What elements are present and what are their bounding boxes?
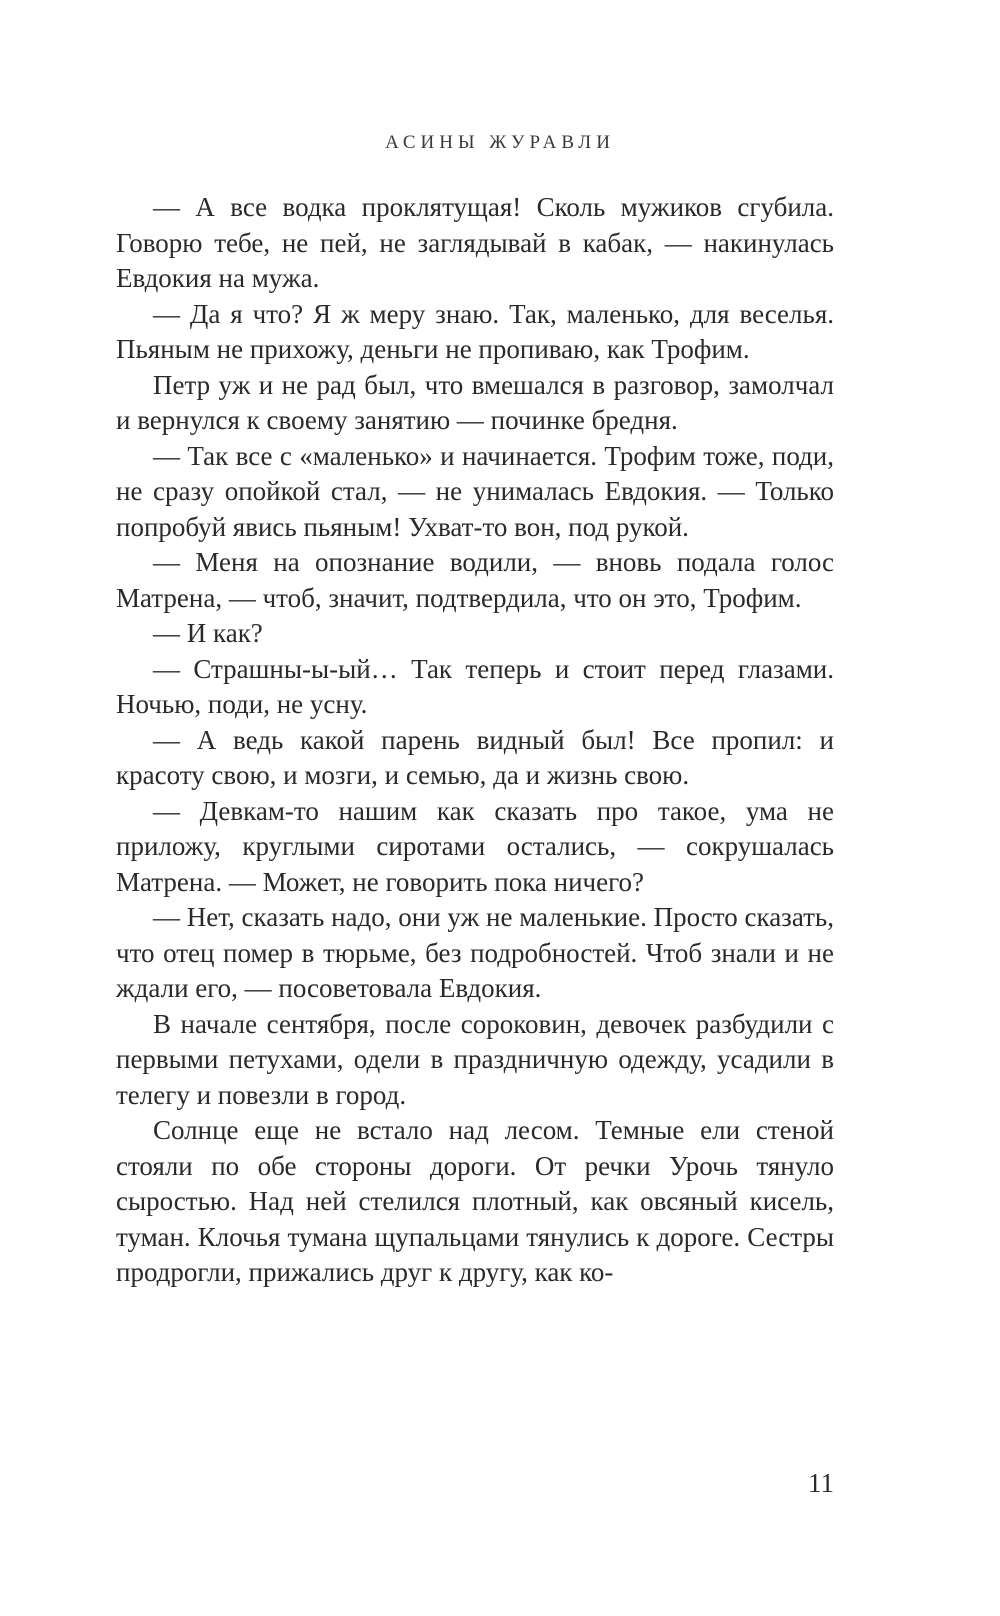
paragraph: — А ведь какой парень видный был! Все пропил: и красоту свою, и мозги, и семью, да и жизнь свою.: [116, 724, 834, 790]
paragraph: В начале сентября, после сороковин, девочек разбудили с первыми петухами, одели в праздничную одежду, усадили в телегу и повезли в город.: [116, 1008, 834, 1110]
body-text: [116, 190, 834, 1291]
paragraph: — Так все с «маленько» и начинается. Трофим тоже, поди, не сразу опойкой стал, — не унималась Евдокия. — Только попробуй явись пьяным! Ухват-то вон, под рукой.: [116, 440, 834, 542]
paragraph: — Страшны-ы-ый… Так теперь и стоит перед глазами. Ночью, поди, не усну.: [116, 653, 834, 719]
paragraph: — Девкам-то нашим как сказать про такое, ума не приложу, круглыми сиротами остались, — сокрушалась Матрена. — Может, не говорить пока ничего?: [116, 795, 834, 897]
paragraph: — И как?: [153, 618, 263, 648]
paragraph: — Нет, сказать надо, они уж не маленькие. Просто сказать, что отец помер в тюрьме, без подробностей. Чтоб знали и не ждали его, — посоветовала Евдокия.: [116, 902, 834, 1003]
paragraph: — Да я что? Я ж меру знаю. Так, маленько, для веселья. Пьяным не прихожу, деньги не пропиваю, как Трофим.: [116, 298, 834, 364]
page-number: 11: [808, 1468, 834, 1498]
paragraph: Петр уж и не рад был, что вмешался в разговор, замолчал и вернулся к своему занятию — починке бредня.: [116, 369, 834, 435]
paragraph: — Меня на опознание водили, — вновь подала голос Матрена, — чтоб, значит, подтвердила, что он это, Трофим.: [116, 547, 834, 613]
paragraph: — А все водка проклятущая! Сколь мужиков сгубила. Говорю тебе, не пей, не заглядывай в кабак, — накинулась Евдокия на мужа.: [116, 192, 834, 293]
running-head-title: АСИНЫ ЖУРАВЛИ: [385, 132, 615, 153]
paragraph: Солнце еще не встало над лесом. Темные ели стеной стояли по обе стороны дороги. От речки Урочь тянуло сыростью. Над ней стелился плотный, как овсяный кисель, туман. Клочья тумана щупальцами тянулись к дороге. Сестры продрогли, прижались друг к другу, как ко-: [116, 1115, 834, 1287]
